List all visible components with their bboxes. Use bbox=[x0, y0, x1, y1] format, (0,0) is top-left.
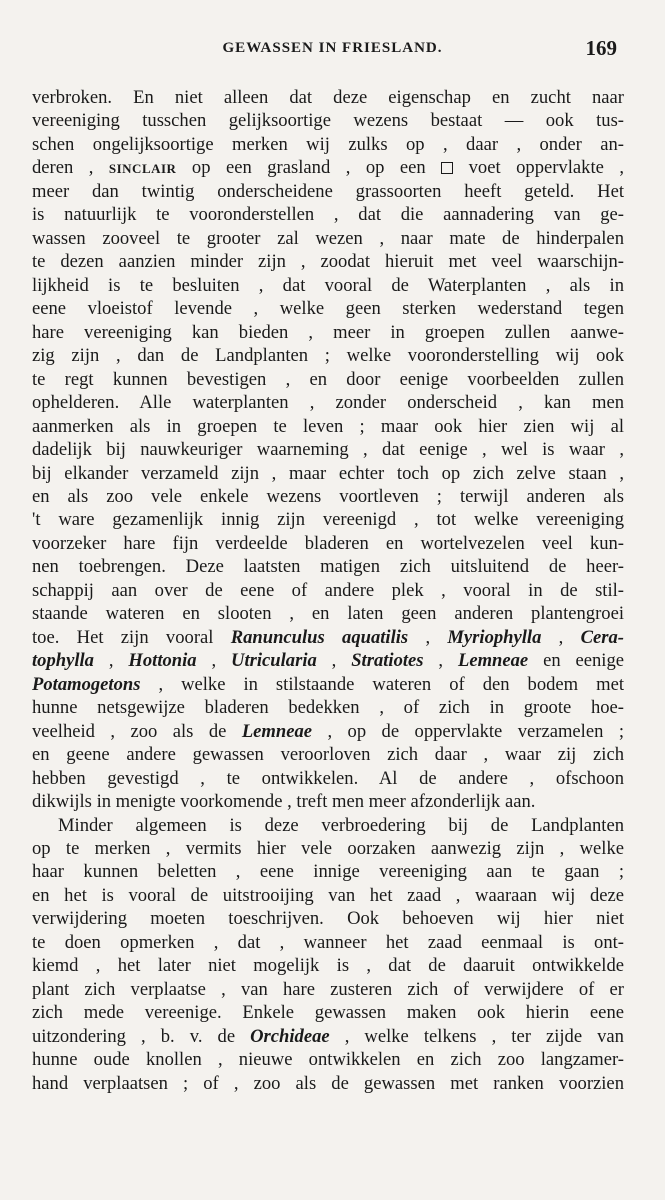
text-segment: toe. Het zijn vooral bbox=[32, 626, 231, 648]
text-segment: hare vereeniging kan bieden , meer in groepen zullen aanwe- bbox=[32, 321, 624, 343]
text-line bbox=[32, 720, 624, 743]
text-line bbox=[32, 297, 624, 320]
text-segment: meer dan twintig onderscheidene grassoorten heeft geteld. Het bbox=[32, 180, 624, 202]
text-segment: kiemd , het later niet mogelijk is , dat de daaruit ontwikkelde bbox=[32, 955, 624, 977]
text-line bbox=[32, 438, 624, 461]
italic-term: Orchideae bbox=[250, 1025, 330, 1047]
text-line bbox=[32, 555, 624, 578]
text-segment: schappij aan over de eene of andere plek , vooral in de stil- bbox=[32, 579, 624, 601]
italic-term: Potamogetons bbox=[32, 673, 141, 695]
text-segment: te dezen aanzien minder zijn , zoodat hieruit met veel waarschijn- bbox=[32, 251, 624, 273]
text-segment: , bbox=[93, 650, 129, 672]
text-line bbox=[32, 602, 624, 625]
text-segment: nen toebrengen. Deze laatsten matigen zich uitsluitend de heer- bbox=[32, 556, 624, 578]
text-segment: en eenige bbox=[528, 650, 624, 672]
text-segment: verwijdering moeten toeschrijven. Ook behoeven wij hier niet bbox=[32, 908, 624, 930]
text-line bbox=[32, 1072, 624, 1095]
text-segment: voet oppervlakte , bbox=[453, 157, 624, 179]
text-segment: zich mede vereenige. Enkele gewassen maken ook hierin eene bbox=[32, 1002, 624, 1024]
text-line bbox=[32, 462, 624, 485]
text-segment: , welke telkens , ter zijde van bbox=[329, 1025, 624, 1047]
text-segment: haar kunnen beletten , eene innige vereeniging aan te gaan ; bbox=[32, 861, 624, 883]
italic-term: Utricularia bbox=[231, 650, 317, 672]
text-line bbox=[32, 86, 624, 109]
text-line bbox=[32, 274, 624, 297]
text-segment: aanmerken als in groepen te leven ; maar ook hier zien wij al bbox=[32, 415, 624, 437]
text-segment: schen ongelijksoortige merken wij zulks op , daar , onder an- bbox=[32, 133, 624, 155]
text-line bbox=[32, 790, 624, 813]
text-segment: , bbox=[196, 650, 232, 672]
text-line bbox=[32, 133, 624, 156]
text-segment: plant zich verplaatse , van hare zusteren zich of verwijdere of er bbox=[32, 978, 624, 1000]
text-segment: voorzeker hare fijn verdeelde bladeren en wortelvezelen veel kun- bbox=[32, 532, 624, 554]
text-line bbox=[32, 626, 624, 649]
text-line bbox=[32, 696, 624, 719]
text-segment: , op de oppervlakte verzamelen ; bbox=[312, 720, 624, 742]
running-title: GEWASSEN IN FRIESLAND. bbox=[222, 40, 443, 56]
text-line bbox=[32, 180, 624, 203]
text-line bbox=[32, 860, 624, 883]
text-segment: , bbox=[541, 626, 581, 648]
text-segment: Minder algemeen is deze verbroedering bij de Landplanten bbox=[58, 814, 624, 836]
text-segment: en het is vooral de uitstrooijing van het zaad , waaraan wij deze bbox=[32, 884, 624, 906]
text-segment: en geene andere gewassen veroorloven zich daar , waar zij zich bbox=[32, 744, 624, 766]
text-line bbox=[32, 321, 624, 344]
text-segment: dikwijls in menigte voorkomende , treft men meer afzonderlijk aan. bbox=[32, 791, 536, 813]
text-segment: , welke in stilstaande wateren of den bodem met bbox=[140, 673, 624, 695]
italic-term: Lemneae bbox=[241, 720, 313, 742]
text-line bbox=[32, 227, 624, 250]
running-head bbox=[0, 38, 665, 62]
text-line bbox=[32, 579, 624, 602]
text-line bbox=[32, 1048, 624, 1071]
text-line bbox=[32, 884, 624, 907]
text-line bbox=[32, 203, 624, 226]
text-segment: bij elkander verzameld zijn , maar echter toch op zich zelve staan , bbox=[32, 462, 624, 484]
text-line bbox=[32, 837, 624, 860]
text-line bbox=[32, 109, 624, 132]
body-text bbox=[32, 86, 624, 1095]
text-line bbox=[32, 649, 624, 672]
text-line bbox=[32, 673, 624, 696]
text-segment: 't ware gezamenlijk innig zijn vereenigd , tot welke vereeniging bbox=[32, 509, 624, 531]
italic-term: tophylla bbox=[32, 650, 94, 672]
text-segment: hunne oude knollen , nieuwe ontwikkelen en zich zoo langzamer- bbox=[32, 1049, 624, 1071]
text-line bbox=[32, 954, 624, 977]
text-line bbox=[32, 415, 624, 438]
text-segment: veelheid , zoo als de bbox=[32, 720, 242, 742]
text-line bbox=[32, 814, 624, 837]
page-number: 169 bbox=[585, 36, 617, 60]
text-line bbox=[32, 767, 624, 790]
text-segment: , bbox=[316, 650, 352, 672]
text-segment: staande wateren en slooten , en laten geen anderen plantengroei bbox=[32, 603, 624, 625]
text-segment: wassen zooveel te grooter zal wezen , naar mate de hinderpalen bbox=[32, 227, 624, 249]
text-line bbox=[32, 156, 624, 179]
text-segment: ophelderen. Alle waterplanten , zonder onderscheid , kan men bbox=[32, 392, 624, 414]
text-line bbox=[32, 978, 624, 1001]
text-line bbox=[32, 391, 624, 414]
text-line bbox=[32, 508, 624, 531]
text-segment: deren , bbox=[32, 157, 109, 179]
text-segment: hebben gevestigd , te ontwikkelen. Al de andere , ofschoon bbox=[32, 767, 624, 789]
text-segment: hunne netsgewijze bladeren bedekken , of zich in groote hoe- bbox=[32, 697, 624, 719]
text-line bbox=[32, 368, 624, 391]
text-segment: op te merken , vermits hier vele oorzaken aanwezig zijn , welke bbox=[32, 838, 624, 859]
italic-term: Stratiotes bbox=[351, 650, 424, 672]
italic-term: Hottonia bbox=[128, 650, 197, 672]
italic-term: Myriophylla bbox=[447, 626, 542, 648]
text-segment: dadelijk bij nauwkeuriger waarneming , dat eenige , wel is waar , bbox=[32, 439, 624, 461]
text-line bbox=[32, 344, 624, 367]
text-segment: , bbox=[423, 650, 458, 672]
text-segment: zig zijn , dan de Landplanten ; welke vooronderstelling wij ook bbox=[32, 345, 624, 367]
text-line bbox=[32, 1001, 624, 1024]
text-line bbox=[32, 907, 624, 930]
small-caps-name: SINCLAIR bbox=[108, 161, 177, 177]
text-line bbox=[32, 1025, 624, 1048]
text-segment: op een grasland , op een bbox=[176, 157, 442, 179]
text-segment: verbroken. En niet alleen dat deze eigenschap en zucht naar bbox=[32, 87, 624, 108]
text-line bbox=[32, 532, 624, 555]
text-segment: lijkheid is te besluiten , dat vooral de Waterplanten , als in bbox=[32, 274, 624, 296]
italic-term: Lemneae bbox=[457, 650, 529, 672]
text-segment: eene vloeistof levende , welke geen sterken wederstand tegen bbox=[32, 298, 624, 320]
square-symbol-icon bbox=[441, 162, 453, 174]
text-segment: hand verplaatsen ; of , zoo als de gewassen met ranken voorzien bbox=[32, 1072, 624, 1094]
italic-term: Cera- bbox=[580, 626, 624, 648]
text-segment: te doen opmerken , dat , wanneer het zaad eenmaal is ont- bbox=[32, 931, 624, 953]
text-segment: is natuurlijk te vooronderstellen , dat die aannadering van ge- bbox=[32, 204, 624, 226]
text-segment: te regt kunnen bevestigen , en door eenige voorbeelden zullen bbox=[32, 368, 624, 390]
text-line bbox=[32, 485, 624, 508]
text-line bbox=[32, 931, 624, 954]
text-line bbox=[32, 743, 624, 766]
text-line bbox=[32, 250, 624, 273]
italic-term: Ranunculus aquatilis bbox=[230, 626, 409, 648]
text-segment: , bbox=[408, 626, 448, 648]
text-segment: vereeniging tusschen gelijksoortige wezens bestaat — ook tus- bbox=[32, 110, 624, 132]
text-segment: uitzondering , b. v. de bbox=[32, 1025, 251, 1047]
text-segment: en als zoo vele enkele wezens voortleven ; terwijl anderen als bbox=[32, 485, 624, 507]
